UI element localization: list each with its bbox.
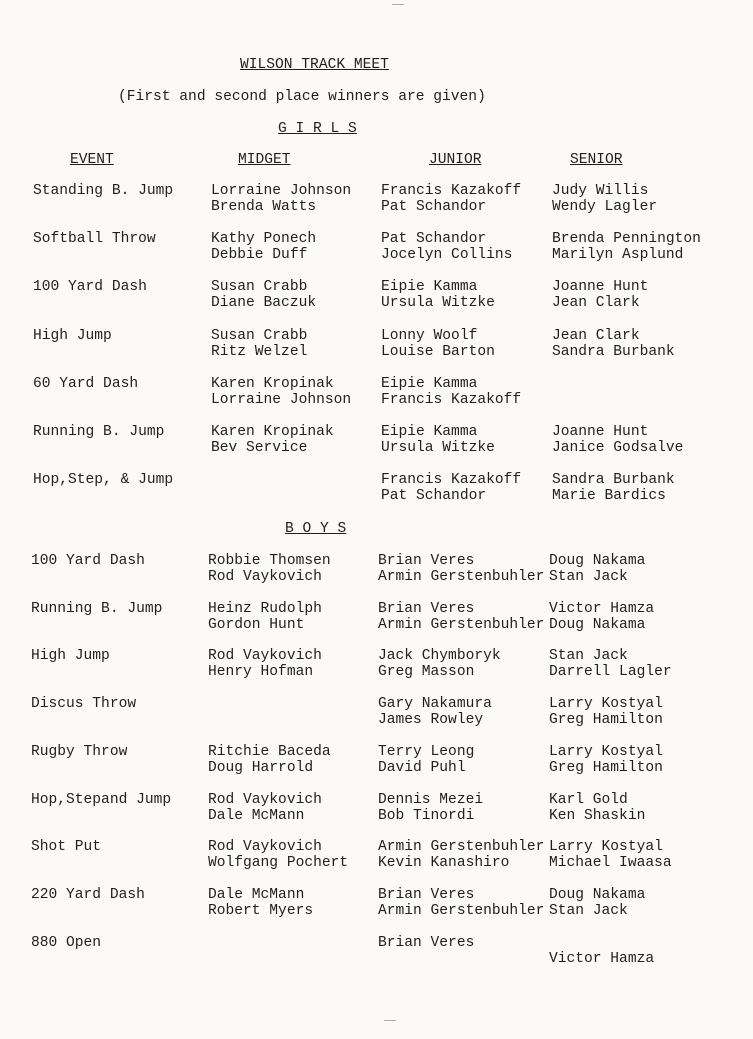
second-place-name: Armin Gerstenbuhler [378, 569, 545, 585]
midget-winners [208, 935, 217, 967]
event-name: Softball Throw [33, 231, 156, 248]
junior-winners [381, 279, 495, 311]
event-name: High Jump [31, 648, 110, 665]
second-place-name: Jean Clark [552, 295, 640, 312]
second-place-name: Marilyn Asplund [552, 247, 684, 264]
event-name: Running B. Jump [31, 600, 163, 617]
event-name: 100 Yard Dash [31, 553, 145, 569]
table-row [0, 887, 753, 921]
second-place-name: Francis Kazakoff [381, 391, 522, 408]
second-place-name: Lorraine Johnson [211, 391, 352, 408]
second-place-name: Robert Myers [208, 902, 314, 919]
table-row [0, 231, 753, 265]
second-place-name: Dale McMann [208, 807, 305, 824]
first-place-name: Doug Nakama [549, 886, 646, 903]
event-name: Standing B. Jump [33, 183, 174, 199]
second-place-name: Victor Hamza [549, 950, 655, 967]
first-place-name: Victor Hamza [549, 600, 655, 617]
first-place-name: Larry Kostyal [549, 696, 663, 713]
first-place-name: Joanne Hunt [552, 279, 649, 296]
first-place-name: Jack Chymboryk [378, 648, 501, 665]
first-place-name: Terry Leong [378, 743, 475, 760]
first-place-name: Rod Vaykovich [208, 839, 322, 856]
junior-winners [381, 424, 495, 456]
table-row [0, 553, 753, 587]
first-place-name: Heinz Rudolph [208, 600, 322, 617]
event-name: Running B. Jump [33, 424, 165, 440]
second-place-name: Stan Jack [549, 569, 628, 585]
second-place-name [552, 392, 561, 408]
second-place-name: Greg Hamilton [549, 759, 663, 776]
scan-mark [392, 4, 404, 5]
midget-winners [208, 648, 322, 680]
first-place-name [552, 376, 561, 392]
junior-winners [381, 472, 521, 504]
second-place-name: Doug Harrold [208, 759, 314, 776]
senior-winners [549, 744, 663, 776]
second-place-name: Greg Hamilton [549, 712, 663, 729]
second-place-name: Jocelyn Collins [381, 247, 513, 264]
senior-winners [549, 696, 663, 728]
second-place-name [208, 951, 217, 967]
first-place-name: Armin Gerstenbuhler [378, 839, 545, 856]
first-place-name: Karl Gold [549, 791, 628, 808]
table-row [0, 601, 753, 635]
junior-winners [381, 376, 521, 408]
junior-winners [378, 935, 474, 967]
first-place-name: Kathy Ponech [211, 231, 317, 248]
senior-winners [552, 183, 657, 215]
senior-winners [549, 935, 654, 967]
first-place-name: Brenda Pennington [552, 231, 701, 248]
first-place-name: Francis Kazakoff [381, 183, 522, 199]
column-header-senior: SENIOR [570, 152, 623, 168]
second-place-name: Rod Vaykovich [208, 569, 322, 585]
second-place-name: Bev Service [211, 440, 308, 456]
event-name: Hop,Step, & Jump [33, 472, 174, 489]
midget-winners [211, 472, 220, 504]
first-place-name: Pat Schandor [381, 231, 487, 248]
table-row [0, 328, 753, 362]
first-place-name: Lorraine Johnson [211, 183, 352, 199]
second-place-name: Armin Gerstenbuhler [378, 616, 545, 633]
first-place-name: Larry Kostyal [549, 839, 663, 856]
midget-winners [208, 839, 348, 871]
first-place-name [208, 696, 217, 712]
senior-winners [549, 553, 645, 585]
event-name: Shot Put [31, 839, 102, 856]
page-title: WILSON TRACK MEET [240, 57, 389, 73]
second-place-name: Michael Iwaasa [549, 855, 672, 872]
junior-winners [378, 553, 544, 585]
second-place-name: Armin Gerstenbuhler [378, 902, 545, 919]
second-place-name: Sandra Burbank [552, 343, 675, 360]
event-name: 880 Open [31, 934, 102, 951]
midget-winners [211, 376, 351, 408]
second-place-name: Henry Hofman [208, 664, 314, 681]
first-place-name: Brian Veres [378, 553, 475, 569]
page-subtitle: (First and second place winners are given) [118, 89, 486, 105]
second-place-name: James Rowley [378, 712, 484, 729]
second-place-name: Gordon Hunt [208, 616, 305, 633]
first-place-name: Joanne Hunt [552, 424, 649, 440]
table-row [0, 839, 753, 873]
midget-winners [208, 887, 313, 919]
first-place-name [549, 935, 654, 951]
first-place-name: Doug Nakama [549, 553, 646, 569]
table-row [0, 279, 753, 313]
event-name: Discus Throw [31, 696, 137, 713]
table-row [0, 424, 753, 458]
midget-winners [208, 601, 322, 633]
midget-winners [208, 553, 331, 585]
midget-winners [208, 744, 331, 776]
second-place-name [211, 488, 220, 504]
first-place-name [208, 935, 217, 951]
junior-winners [378, 887, 544, 919]
senior-winners [549, 792, 645, 824]
first-place-name: Jean Clark [552, 327, 640, 344]
midget-winners [211, 231, 316, 263]
column-header-midget: MIDGET [238, 152, 291, 168]
second-place-name [208, 712, 217, 728]
first-place-name: Karen Kropinak [211, 375, 334, 392]
midget-winners [211, 279, 316, 311]
senior-winners [549, 887, 645, 919]
second-place-name: Marie Bardics [552, 488, 666, 505]
event-name: 220 Yard Dash [31, 886, 145, 903]
first-place-name: Karen Kropinak [211, 424, 334, 440]
first-place-name: Robbie Thomsen [208, 553, 331, 569]
midget-winners [211, 424, 334, 456]
midget-winners [208, 696, 217, 728]
second-place-name: Wendy Lagler [552, 199, 658, 215]
first-place-name: Susan Crabb [211, 279, 308, 296]
second-place-name: Janice Godsalve [552, 440, 684, 456]
second-place-name: Doug Nakama [549, 616, 646, 633]
first-place-name: Susan Crabb [211, 327, 308, 344]
table-row [0, 696, 753, 730]
second-place-name: Ken Shaskin [549, 807, 646, 824]
second-place-name: Darrell Lagler [549, 664, 672, 681]
second-place-name: Brenda Watts [211, 199, 317, 215]
senior-winners [552, 231, 701, 263]
second-place-name: Ursula Witzke [381, 295, 495, 312]
table-row [0, 376, 753, 410]
first-place-name [211, 472, 220, 488]
first-place-name: Larry Kostyal [549, 743, 663, 760]
second-place-name: Debbie Duff [211, 247, 308, 264]
first-place-name: Brian Veres [378, 886, 475, 903]
first-place-name: Dennis Mezei [378, 791, 484, 808]
event-name: High Jump [33, 327, 112, 344]
senior-winners [549, 839, 672, 871]
column-header-junior: JUNIOR [429, 152, 482, 168]
senior-winners [552, 328, 675, 360]
junior-winners [381, 328, 495, 360]
event-name: Rugby Throw [31, 743, 128, 760]
junior-winners [378, 696, 492, 728]
senior-winners [552, 424, 683, 456]
second-place-name: Ursula Witzke [381, 440, 495, 456]
junior-winners [378, 648, 501, 680]
junior-winners [378, 601, 544, 633]
table-row [0, 183, 753, 217]
senior-winners [549, 648, 672, 680]
second-place-name: Diane Baczuk [211, 295, 317, 312]
first-place-name: Lonny Woolf [381, 327, 478, 344]
table-row [0, 472, 753, 506]
second-place-name: Wolfgang Pochert [208, 855, 349, 872]
first-place-name: Brian Veres [378, 934, 475, 951]
second-place-name: Louise Barton [381, 343, 495, 360]
column-header-event: EVENT [70, 152, 114, 168]
first-place-name: Stan Jack [549, 648, 628, 665]
junior-winners [378, 744, 474, 776]
second-place-name: Pat Schandor [381, 488, 487, 505]
first-place-name: Ritchie Baceda [208, 743, 331, 760]
first-place-name: Sandra Burbank [552, 472, 675, 489]
second-place-name [378, 951, 474, 967]
junior-winners [381, 183, 521, 215]
midget-winners [211, 183, 351, 215]
second-place-name: David Puhl [378, 759, 466, 776]
first-place-name: Eipie Kamma [381, 375, 478, 392]
senior-winners [552, 279, 648, 311]
midget-winners [208, 792, 322, 824]
second-place-name: Greg Masson [378, 664, 475, 681]
midget-winners [211, 328, 307, 360]
junior-winners [378, 792, 483, 824]
first-place-name: Eipie Kamma [381, 279, 478, 296]
first-place-name: Francis Kazakoff [381, 472, 522, 489]
second-place-name: Pat Schandor [381, 199, 487, 215]
girls-section-heading: G I R L S [278, 121, 357, 137]
scan-mark [384, 1020, 396, 1021]
table-row [0, 744, 753, 778]
first-place-name: Rod Vaykovich [208, 791, 322, 808]
senior-winners [552, 376, 561, 408]
event-name: 100 Yard Dash [33, 279, 147, 296]
first-place-name: Judy Willis [552, 183, 649, 199]
second-place-name: Ritz Welzel [211, 343, 308, 360]
event-name: Hop,Stepand Jump [31, 791, 172, 808]
first-place-name: Dale McMann [208, 886, 305, 903]
junior-winners [378, 839, 544, 871]
first-place-name: Gary Nakamura [378, 696, 492, 713]
first-place-name: Rod Vaykovich [208, 648, 322, 665]
second-place-name: Kevin Kanashiro [378, 855, 510, 872]
table-row [0, 648, 753, 682]
senior-winners [552, 472, 675, 504]
first-place-name: Eipie Kamma [381, 424, 478, 440]
second-place-name: Stan Jack [549, 902, 628, 919]
senior-winners [549, 601, 654, 633]
first-place-name: Brian Veres [378, 600, 475, 617]
junior-winners [381, 231, 512, 263]
boys-section-heading: B O Y S [285, 521, 347, 537]
table-row [0, 935, 753, 969]
second-place-name: Bob Tinordi [378, 807, 475, 824]
table-row [0, 792, 753, 826]
event-name: 60 Yard Dash [33, 375, 139, 392]
